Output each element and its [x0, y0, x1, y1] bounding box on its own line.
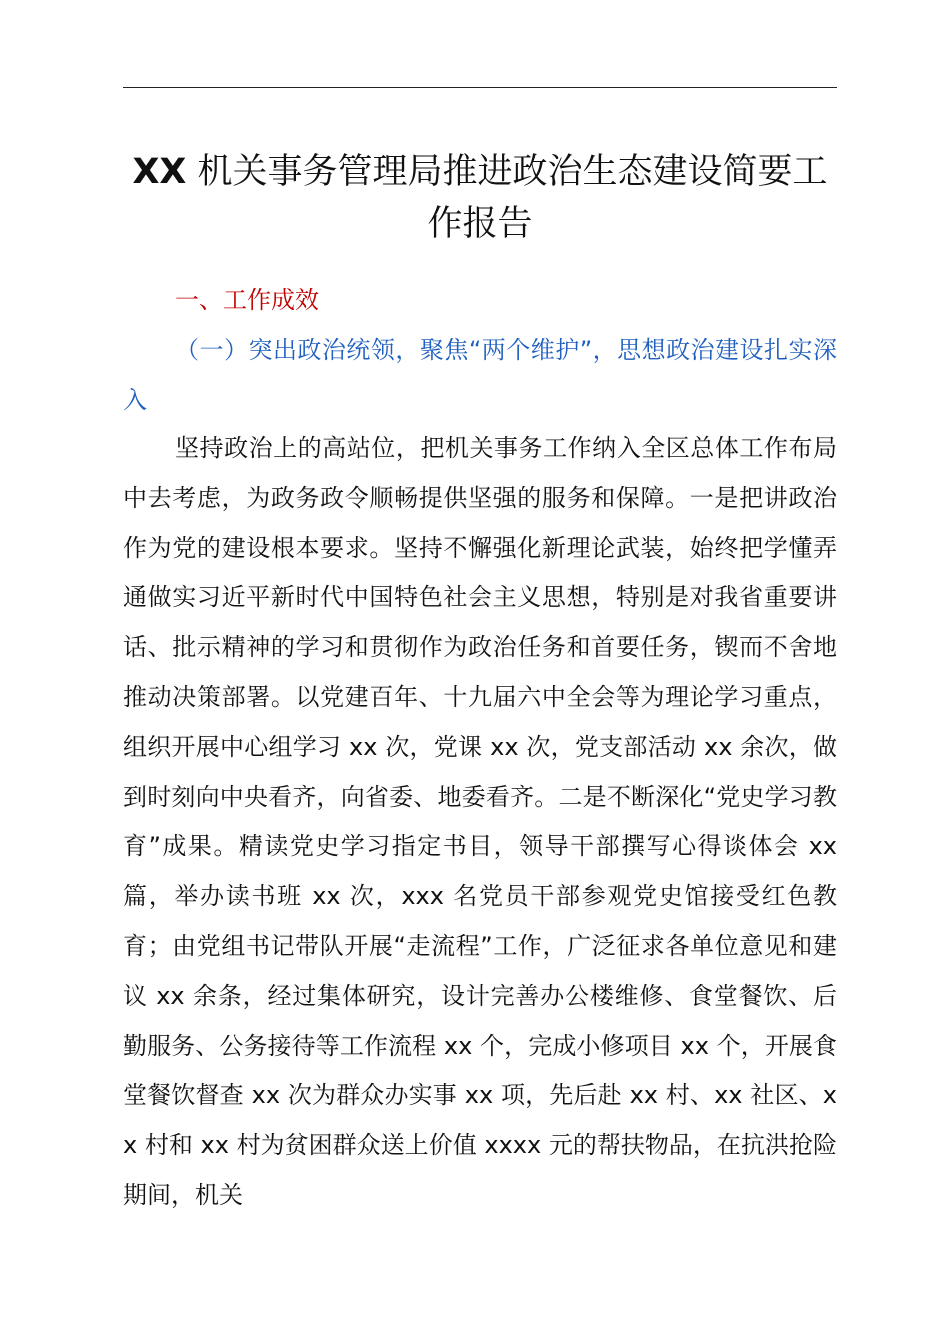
document-title-lead: XX	[132, 152, 187, 192]
document-title	[123, 146, 837, 250]
header-rule	[123, 87, 837, 88]
section-heading: 一、工作成效	[175, 286, 319, 314]
body-paragraph: 坚持政治上的高站位，把机关事务工作纳入全区总体工作布局中去考虑，为政务政令顺畅提供坚强的服务和保障。一是把讲政治作为党的建设根本要求。坚持不懈强化新理论武装，始终把学懂弄通做实习近平新时代中国特色社会主义思想，特别是对我省重要讲话、批示精神的学习和贯彻作为政治任务和首要任务，锲而不舍地推动决策部署。以党建百年、十九届六中全会等为理论学习重点，组织开展中心组学习 xx 次，党课 xx 次，党支部活动 xx 余次，做到时刻向中央看齐，向省委、地委看齐。二是不断深化“党史学习教育”成果。精读党史学习指定书目，领导干部撰写心得谈体会 xx 篇，举办读书班 xx 次，xxx 名党员干部参观党史馆接受红色教育；由党组书记带队开展“走流程”工作，广泛征求各单位意见和建议 xx 余条，经过集体研究，设计完善办公楼维修、食堂餐饮、后勤服务、公务接待等工作流程 xx 个，完成小修项目 xx 个，开展食堂餐饮督查 xx 次为群众办实事 xx 项，先后赴 xx 村、xx 社区、xx 村和 xx 村为贫困群众送上价值 xxxx 元的帮扶物品，在抗洪抢险期间，机关	[123, 434, 837, 1209]
document-title-rest: 机关事务管理局推进政治生态建设简要工作报告	[186, 152, 828, 244]
subsection-heading: （一）突出政治统领，聚焦“两个维护”，思想政治建设扎实深入	[123, 336, 837, 414]
